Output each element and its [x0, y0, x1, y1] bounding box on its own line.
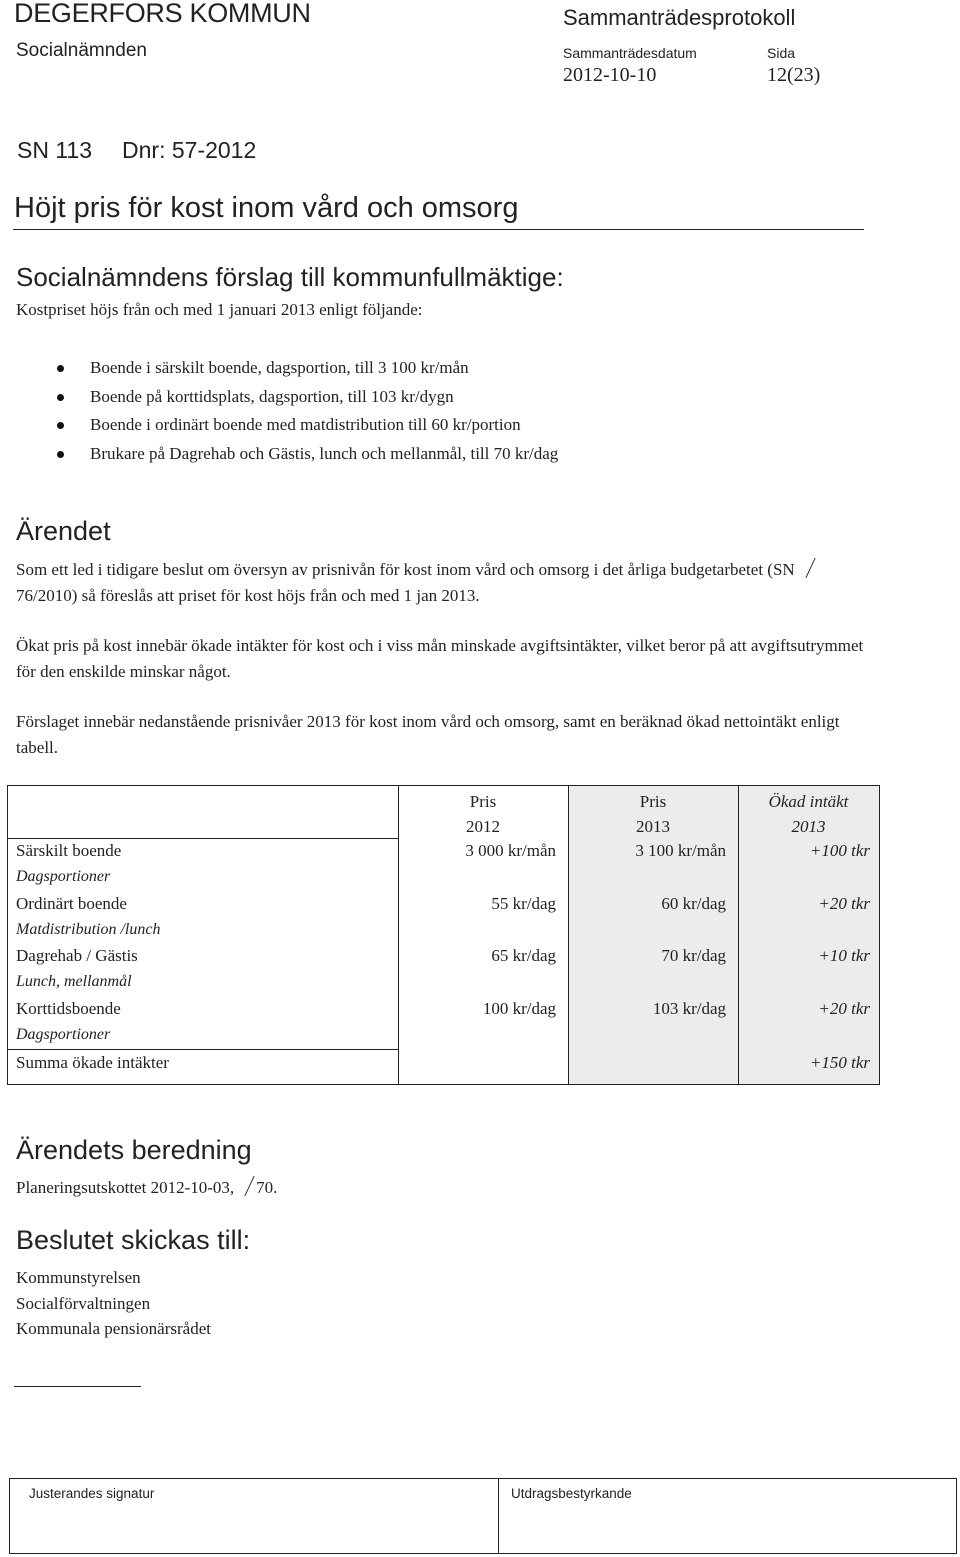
table-total-increase: +150 tkr	[809, 1053, 870, 1072]
table-row-sublabel: Lunch, mellanmål	[16, 973, 132, 990]
list-item: Boende i särskilt boende, dagsportion, till 3 100 kr/mån	[0, 356, 558, 385]
section-sign-icon	[795, 558, 815, 578]
list-item: Boende på korttidsplats, dagsportion, till 103 kr/dygn	[0, 385, 558, 414]
proposal-list	[0, 356, 558, 470]
table-row-label: Ordinärt boende	[16, 894, 127, 913]
arendet-paragraph-1: Som ett led i tidigare beslut om översyn av prisnivån för kost inom vård och omsorg i det årliga budgetarbetet (SN76/2010) så föreslås att priset för kost höjs från och med 1 jan 2013.	[16, 557, 876, 608]
meeting-date-label: Sammanträdesdatum	[563, 45, 697, 61]
table-cell-price-2013: 3 100 kr/mån	[635, 841, 726, 860]
beredning-heading: Ärendets beredning	[16, 1135, 252, 1165]
table-cell-price-2012: 55 kr/dag	[491, 894, 556, 913]
section-sign-icon	[234, 1176, 254, 1196]
signature-footer	[9, 1478, 957, 1554]
page-label: Sida	[767, 45, 796, 61]
arendet-paragraph-2: Ökat pris på kost innebär ökade intäkter för kost och i viss mån minskade avgiftsintäkter, vilket beror på att avgiftsutrymmet för den enskilde minskar något.	[16, 636, 864, 681]
table-cell-price-2012: 3 000 kr/mån	[465, 841, 556, 860]
certified-label: Utdragsbestyrkande	[511, 1486, 632, 1501]
proposal-intro: Kostpriset höjs från och med 1 januari 2013 enligt följande:	[16, 300, 423, 319]
table-cell-increase: +100 tkr	[809, 841, 870, 860]
signature-label: Justerandes signatur	[29, 1486, 155, 1501]
meeting-date-value: 2012-10-10	[563, 64, 657, 86]
table-cell-price-2013: 70 kr/dag	[661, 946, 726, 965]
divider	[14, 1386, 141, 1387]
table-cell-price-2013: 60 kr/dag	[661, 894, 726, 913]
table-row-sublabel: Matdistribution /lunch	[16, 921, 161, 938]
table-cell-increase: +20 tkr	[818, 999, 870, 1018]
footer-divider	[498, 1479, 499, 1553]
list-item: Boende i ordinärt boende med matdistribution till 60 kr/portion	[0, 413, 558, 442]
page-title: Höjt pris för kost inom vård och omsorg	[14, 192, 519, 224]
table-cell-increase: +20 tkr	[818, 894, 870, 913]
table-row-label: Dagrehab / Gästis	[16, 946, 138, 965]
case-number: SN 113	[17, 137, 93, 163]
table-header-pris-2012: Pris 2012	[466, 792, 500, 836]
price-table	[7, 785, 880, 1085]
bullet-icon	[57, 422, 64, 429]
list-item: Kommunala pensionärsrådet	[16, 1319, 211, 1338]
case-dnr: Dnr: 57-2012	[122, 137, 257, 163]
list-item: Kommunstyrelsen	[16, 1268, 141, 1287]
list-item: Socialförvaltningen	[16, 1293, 151, 1313]
table-total-label: Summa ökade intäkter	[16, 1053, 169, 1072]
table-cell-increase: +10 tkr	[818, 946, 870, 965]
table-row-label: Särskilt boende	[16, 841, 122, 860]
bullet-icon	[57, 365, 64, 372]
arendet-heading: Ärendet	[16, 516, 111, 546]
bullet-icon	[57, 394, 64, 401]
department-name: Socialnämnden	[16, 40, 147, 61]
beredning-text: Planeringsutskottet 2012-10-03, 70.	[16, 1178, 278, 1197]
table-cell-price-2013: 103 kr/dag	[652, 999, 726, 1018]
table-row-label: Korttidsboende	[16, 999, 121, 1018]
table-cell-price-2012: 100 kr/dag	[482, 999, 556, 1018]
table-cell-price-2012: 65 kr/dag	[491, 946, 556, 965]
table-row-sublabel: Dagsportioner	[16, 1026, 111, 1043]
recipient-list	[16, 1265, 211, 1342]
beslut-heading: Beslutet skickas till:	[16, 1225, 251, 1255]
proposal-heading: Socialnämndens förslag till kommunfullmäktige:	[16, 262, 564, 292]
table-header-increase: Ökad intäkt 2013	[768, 792, 849, 836]
document-type: Sammanträdesprotokoll	[563, 5, 796, 30]
page-number: 12(23)	[767, 64, 821, 86]
case-reference	[17, 137, 256, 164]
table-header-pris-2013: Pris 2013	[636, 792, 670, 836]
bullet-icon	[57, 451, 64, 458]
title-underline	[13, 229, 864, 230]
organization-name: DEGERFORS KOMMUN	[14, 0, 311, 28]
list-item: Brukare på Dagrehab och Gästis, lunch och mellanmål, till 70 kr/dag	[0, 442, 558, 471]
arendet-paragraph-3: Förslaget innebär nedanstående prisnivåer 2013 för kost inom vård och omsorg, samt en beräknad ökad nettointäkt enligt tabell.	[16, 712, 840, 757]
table-row-sublabel: Dagsportioner	[16, 868, 111, 885]
